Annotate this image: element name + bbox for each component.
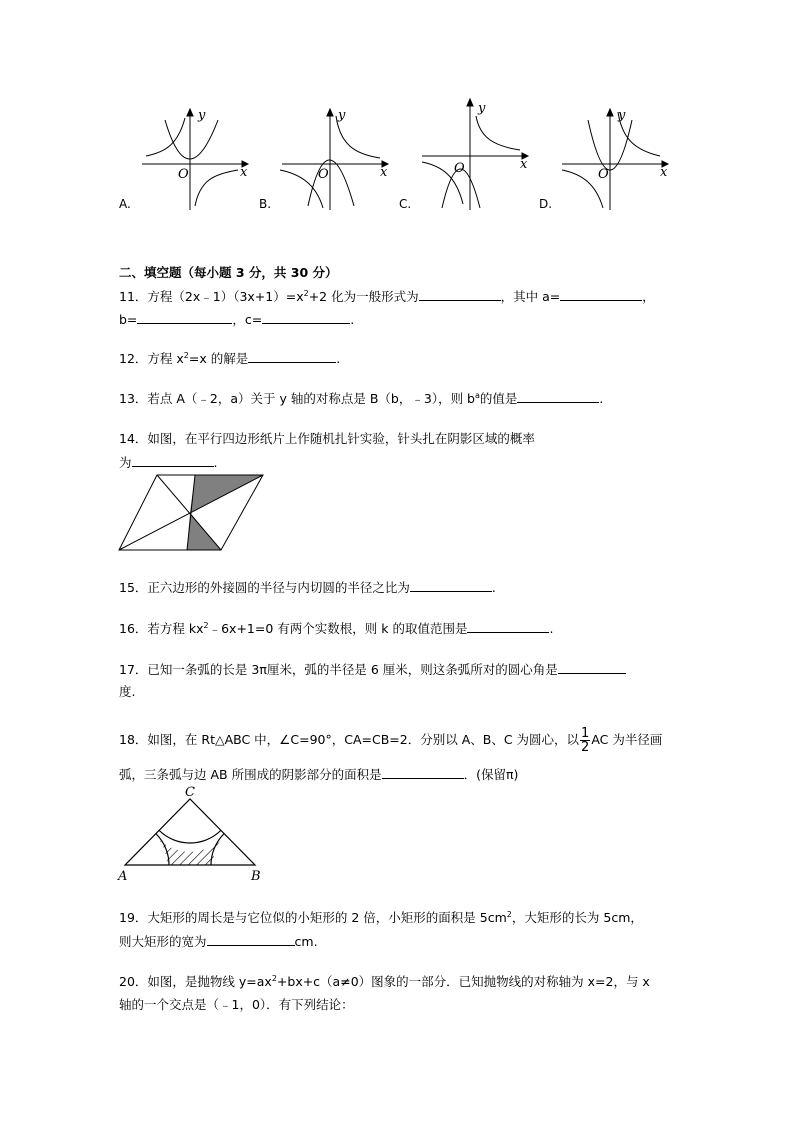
answer-blank[interactable] (132, 454, 214, 467)
graph-d (562, 109, 668, 210)
question-17-line2: 度. (119, 684, 136, 699)
graph-d-y-label: y (618, 108, 626, 123)
answer-blank[interactable] (207, 933, 295, 946)
graph-b-origin: O (318, 167, 329, 182)
question-11-line2: b= ，c= . (119, 312, 355, 327)
graph-b-y-label: y (338, 108, 346, 123)
answer-blank[interactable] (137, 311, 232, 324)
answer-blank[interactable] (382, 766, 464, 779)
answer-blank[interactable] (262, 311, 350, 324)
graph-b (280, 109, 388, 210)
graph-a (142, 109, 248, 210)
question-20-line2: 轴的一个交点是（﹣1，0）．有下列结论： (119, 997, 354, 1012)
question-19-line1: 19．大矩形的周长是与它位似的小矩形的 2 倍，小矩形的面积是 $5cm^2$，大矩形的长为 5cm， (119, 909, 643, 925)
question-12: 12．方程 $x^2=x$ 的解是 . (119, 350, 341, 366)
graph-c-origin: O (454, 161, 465, 176)
vertex-c-label: C (185, 785, 195, 800)
answer-blank[interactable] (467, 620, 549, 633)
question-11-line1: 11．方程$(2x﹣1)(3x+1)=x^2+2$ 化为一般形式为 ，其中 a= ， (119, 288, 655, 304)
fraction-one-half: $\frac{1}{2}$ (581, 726, 590, 755)
question-20-line1: 20．如图，是抛物线 $y=ax^2+bx+c(a\ne 0)$图象的一部分．已知抛物线的对称轴为 x=2，与 x (119, 973, 650, 989)
option-a-label: A. (119, 197, 131, 211)
parallelogram-figure (115, 472, 267, 554)
question-13: 13．若点 A（﹣2，a）关于 y 轴的对称点是 B（b，﹣3），则 $b^a$的值是 . (119, 390, 604, 406)
question-14-line1: 14．如图，在平行四边形纸片上作随机扎针实验，针头扎在阴影区域的概率 (119, 431, 535, 446)
answer-blank[interactable] (560, 288, 642, 301)
triangle-figure (115, 785, 275, 885)
answer-blank[interactable] (558, 661, 626, 674)
option-c-label: C. (399, 197, 412, 211)
vertex-a-label: A (118, 869, 128, 884)
question-16: 16．若方程 $kx^2﹣6x+1=0$ 有两个实数根，则 k 的取值范围是 . (119, 620, 554, 636)
graph-a-origin: O (178, 167, 189, 182)
graph-c-x-label: x (520, 157, 528, 172)
graph-d-origin: O (598, 167, 609, 182)
answer-blank[interactable] (517, 390, 599, 403)
option-d-label: D. (539, 197, 553, 211)
graph-c (422, 99, 528, 210)
question-19-line2: 则大矩形的宽为 cm. (119, 934, 318, 949)
question-15: 15．正六边形的外接圆的半径与内切圆的半径之比为 . (119, 580, 496, 595)
option-b-label: B. (259, 197, 272, 211)
question-18-line1: 18．如图，在 Rt△ABC 中，∠C=90°，CA=CB=2．分别以 A、B、C 为圆心，以 $\frac{1}{2}$ AC 为半径画 (119, 726, 663, 755)
answer-blank[interactable] (419, 288, 501, 301)
graph-a-y-label: y (198, 108, 206, 123)
graph-a-x-label: x (240, 165, 248, 180)
graph-c-y-label: y (478, 101, 486, 116)
answer-blank[interactable] (248, 350, 336, 363)
question-14-line2: 为 . (119, 455, 218, 470)
answer-blank[interactable] (410, 579, 492, 592)
graph-d-x-label: x (660, 165, 668, 180)
graph-b-x-label: x (380, 165, 388, 180)
question-18-line2: 弧，三条弧与边 AB 所围成的阴影部分的面积是 ．(保留π) (119, 767, 519, 782)
section-title: 二、填空题（每小题 3 分，共 30 分） (119, 265, 338, 280)
vertex-b-label: B (251, 869, 261, 884)
question-17-line1: 17．已知一条弧的长是 3π厘米，弧的半径是 6 厘米，则这条弧所对的圆心角是 (119, 661, 626, 678)
